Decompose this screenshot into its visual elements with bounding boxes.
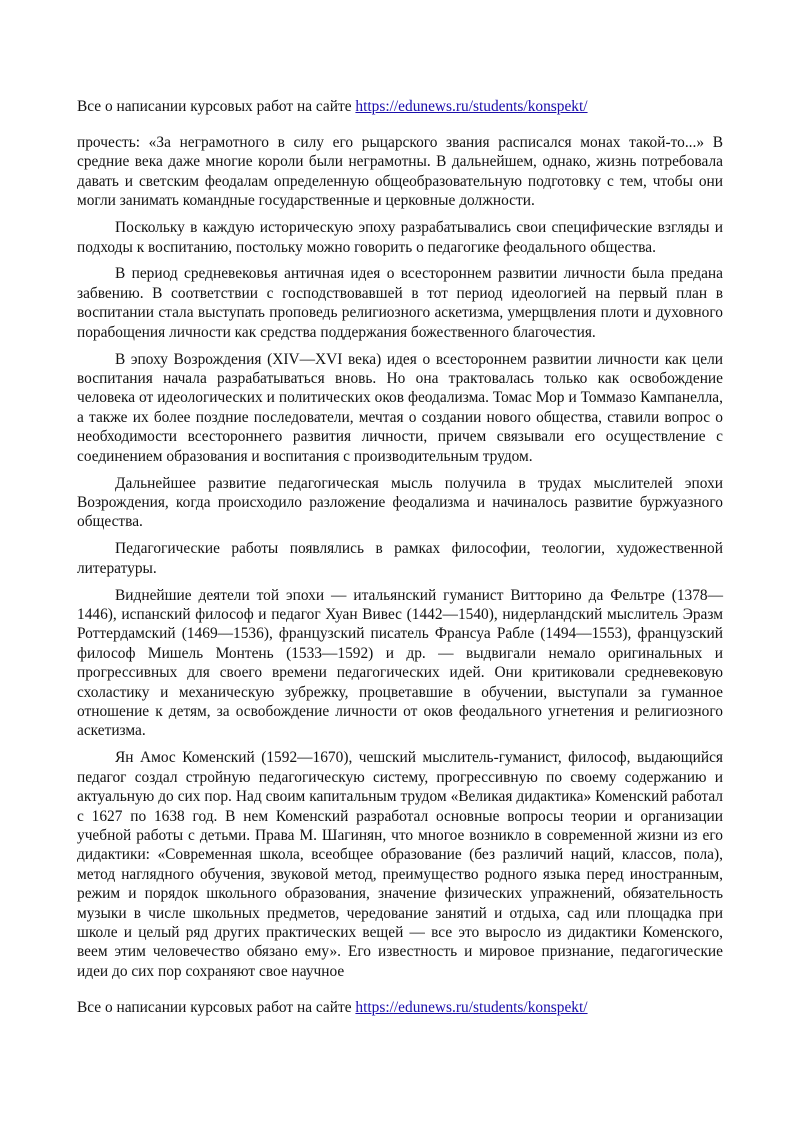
- footer-text: Все о написании курсовых работ на сайте: [77, 999, 352, 1016]
- footer-link[interactable]: https://edunews.ru/students/konspekt/: [355, 999, 588, 1016]
- header-text: Все о написании курсовых работ на сайте: [77, 98, 352, 115]
- header-link[interactable]: https://edunews.ru/students/konspekt/: [355, 98, 588, 115]
- paragraph-5: Дальнейшее развитие педагогическая мысль получила в трудах мыслителей эпохи Возрождения, когда происходило разложение феодализма и начиналось развитие буржуазного общества.: [77, 474, 723, 531]
- paragraph-2: Поскольку в каждую историческую эпоху разрабатывались свои специфические взгляды и подходы к воспитанию, постольку можно говорить о педагогике феодального общества.: [77, 219, 723, 256]
- document-body: [77, 133, 723, 989]
- page-footer: [77, 998, 588, 1018]
- paragraph-1: прочесть: «За неграмотного в силу его рыцарского звания расписался монах такой-то...» В средние века даже многие короли были неграмотны. В дальнейшем, однако, жизнь потребовала давать и светским феодалам определенную общеобразовательную подготовку с тем, чтобы они могли занимать командные государственные и церковные должности.: [77, 134, 723, 210]
- paragraph-4: В эпоху Возрождения (XIV—XVI века) идея о всестороннем развитии личности как цели воспитания начала разрабатываться вновь. Но она трактовалась только как освобождение человека от идеологических и политических оков феодализма. Томас Мор и Томмазо Кампанелла, а также их более поздние последователи, мечтая о создании нового общества, ставили вопрос о необходимости всестороннего развития личности, причем связывали его осуществление с соединением образования и воспитания с производительным трудом.: [77, 350, 723, 465]
- paragraph-8: Ян Амос Коменский (1592—1670), чешский мыслитель-гуманист, философ, выдающийся педагог создал стройную педагогическую систему, прогрессивную по своему содержанию и актуальную до сих пор. Над своим капитальным трудом «Великая дидактика» Коменский работал с 1627 по 1638 год. В нем Коменский разработал основные вопросы теории и организации учебной работы с детьми. Права М. Шагинян, что многое возникло в современной жизни из его дидактики: «Современная школа, всеобщее образование (без различий наций, классов, пола), метод наглядного обучения, звуковой метод, преимущество родного языка перед иностранным, режим и порядок школьного образования, значение физических упражнений, обязательность музыки в числе школьных предметов, чередование занятий и отдыха, сад или площадка при школе и целый ряд других практических вещей — все это выросло из дидактики Коменского, веем этим человечество обязано ему». Его известность и мировое признание, педагогические идеи до сих пор сохраняют свое научное: [77, 749, 723, 980]
- page-header: [77, 97, 588, 117]
- paragraph-7: Виднейшие деятели той эпохи — итальянский гуманист Витторино да Фельтре (1378—1446), испанский философ и педагог Хуан Вивес (1442—1540), нидерландский мыслитель Эразм Роттердамский (1469—1536), французский писатель Франсуа Рабле (1494—1553), французский философ Мишель Монтень (1533—1592) и др. — выдвигали немало оригинальных и прогрессивных для своего времени педагогических идей. Они критиковали средневековую схоластику и механическую зубрежку, процветавшие в обучении, выступали за гуманное отношение к детям, за освобождение личности от оков феодального угнетения и религиозного аскетизма.: [77, 586, 723, 740]
- paragraph-3: В период средневековья античная идея о всестороннем развитии личности была предана забвению. В соответствии с господствовавшей в тот период идеологией на первый план в воспитании стала выступать проповедь религиозного аскетизма, умерщвления плоти и духовного порабощения личности как средства поддержания божественного благочестия.: [77, 265, 723, 341]
- paragraph-6: Педагогические работы появлялись в рамках философии, теологии, художественной литературы.: [77, 540, 723, 577]
